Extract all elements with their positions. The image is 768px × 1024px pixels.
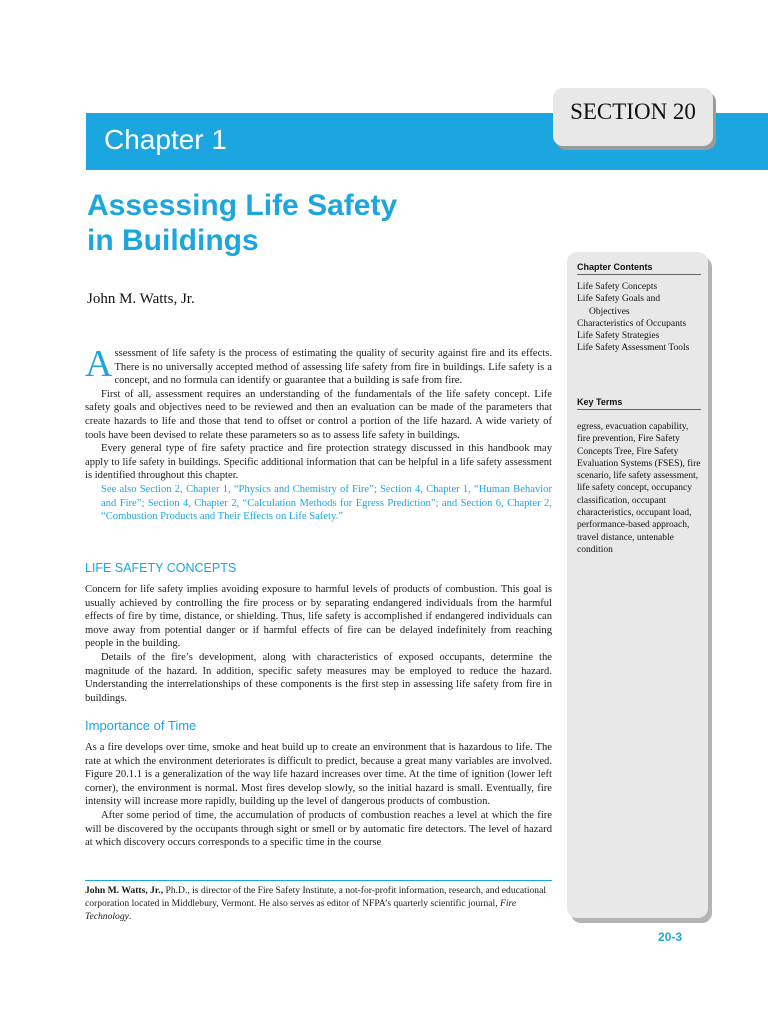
chapter-title (87, 188, 397, 258)
chapter-contents-list (577, 281, 703, 355)
intro-paragraph-2: First of all, assessment requires an understanding of the fundamentals of the life safety concept. Life safety goals and objectives need to be reviewed and then an evaluation can be made of the parameters that create hazards to life and those that tend to offset or control a portion of the life hazard. A wide variety of tools have been devised to relate these parameters so as to assess life safety in buildings. (85, 388, 552, 441)
section-tab (553, 88, 713, 146)
time-paragraph-1: As a fire develops over time, smoke and heat build up to create an environment that is hazardous to life. The rate at which the environment deteriorates is difficult to predict, because a great many variables are involved. Figure 20.1.1 is a generalization of the way life hazard increases over time. At the time of ignition (lower left corner), the environment is normal. Most fires develop slowly, so the initial hazard is small. Eventually, fire intensity will increase more rapidly, building up the level of dangerous products of combustion. (85, 742, 552, 808)
footnote-text: Ph.D., is director of the Fire Safety Institute, a not-for-profit information, research, and educational corporation located in Middlebury, Vermont. He also serves as editor of NFPA’s quarterly scientific journal, (85, 885, 547, 909)
intro-paragraph-1-text: ssessment of life safety is the process of estimating the quality of security against fire and its effects. There is no universally accepted method of assessing life safety from fire in buildings. Life safety is a concept, and no formula can identify or guarantee that a building is safe from fire. (114, 348, 552, 387)
time-paragraph-2: After some period of time, the accumulation of products of combustion reaches a level at which the fire will be discovered by the occupants through sight or smell or by automatic fire detectors. The level of hazard at which discovery occurs corresponds to a specific time in the course (85, 809, 552, 849)
contents-item: Life Safety Concepts (577, 282, 658, 292)
key-terms-text: egress, evacuation capability, fire prevention, Fire Safety Concepts Tree, Fire Safety Evaluation Systems (FSES), fire scenario, life safety assessment, life safety concept, occupancy classification, occupant characteristics, occupant load, performance-based approach, travel distance, untenable condition (577, 422, 701, 555)
section-label: SECTION 20 (570, 99, 696, 124)
key-terms-heading: Key Terms (577, 397, 701, 410)
page-number: 20-3 (658, 930, 683, 944)
footnote-rule (85, 880, 552, 881)
see-also-reference: See also Section 2, Chapter 1, “Physics and Chemistry of Fire”; Section 4, Chapter 1, “Human Behavior and Fire”; Section 4, Chapter 2, “Calculation Methods for Egress Prediction”; and Section 6, Chapter 2, “Combustion Products and Their Effects on Life Safety.” (101, 483, 552, 523)
concepts-paragraph-1: Concern for life safety implies avoiding exposure to harmful levels of products of combustion. This goal is usually achieved by controlling the fire process or by separating endangered individuals from the harmful effects of fire by time, distance, or shielding. Thus, life safety is accomplished if endangered individuals can move away from potential danger or if harmful effects of fire can be delayed indefinitely from reaching people in the building. (85, 584, 552, 650)
chapter-label: Chapter 1 (104, 124, 227, 155)
contents-item: Life Safety Assessment Tools (577, 343, 690, 354)
chapter-contents-heading: Chapter Contents (577, 262, 701, 275)
intro-text (85, 343, 552, 524)
chapter-title-line-2: in Buildings (87, 224, 259, 257)
footnote-end: . (128, 911, 132, 922)
sidebar-panel (567, 252, 708, 918)
intro-paragraph-3: Every general type of fire safety practice and fire protection strategy discussed in this handbook may apply to life safety in buildings. Specific additional information that can be helpful in a life safety assessment is identified throughout this chapter. (85, 443, 552, 482)
heading-importance-of-time: Importance of Time (85, 718, 197, 733)
author-name: John M. Watts, Jr. (87, 291, 195, 307)
heading-life-safety-concepts: LIFE SAFETY CONCEPTS (85, 561, 237, 575)
contents-item: Life Safety Goals and Objectives (577, 294, 661, 317)
dropcap: A (85, 343, 113, 385)
footnote-journal: Fire Technology (85, 898, 517, 922)
author-footnote (85, 884, 552, 923)
life-safety-concepts-text (85, 583, 552, 705)
contents-item: Characteristics of Occupants (577, 318, 687, 329)
importance-of-time-text (85, 741, 552, 850)
chapter-title-line-1: Assessing Life Safety (87, 189, 398, 222)
footnote-author: John M. Watts, Jr., (85, 885, 164, 896)
concepts-paragraph-2: Details of the fire’s development, along with characteristics of exposed occupants, determine the magnitude of the hazard. In addition, specific safety measures may be employed to reduce the hazard. Understanding the interrelationships of these components is the first step in assessing life safety from fire in buildings. (85, 651, 552, 704)
intro-paragraph-1 (85, 343, 552, 388)
contents-item: Life Safety Strategies (577, 331, 660, 342)
